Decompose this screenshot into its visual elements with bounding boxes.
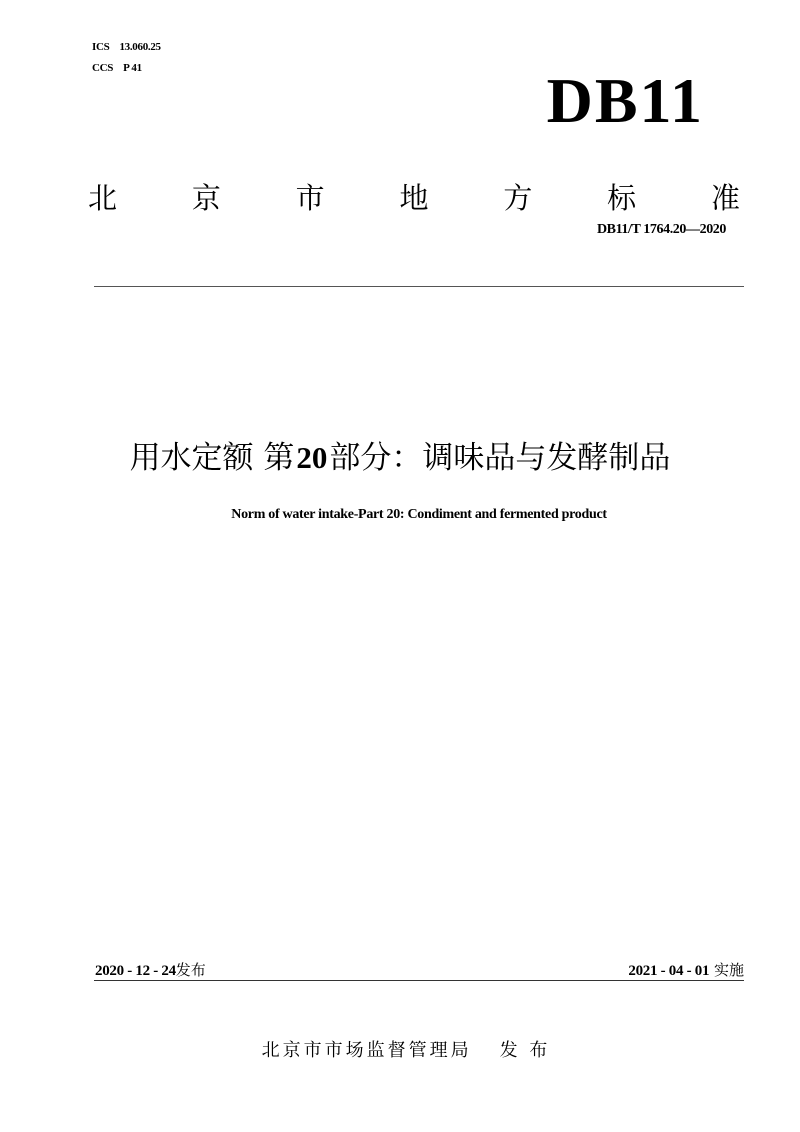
ics-code: 13.060.25	[119, 41, 161, 53]
title-cn-prefix: 用水定额 第	[129, 440, 295, 476]
issue-label: 发布	[175, 961, 206, 979]
document-title-en: Norm of water intake-Part 20: Condiment and fermented product	[231, 507, 607, 522]
standard-type-char: 北	[88, 181, 118, 215]
ccs-label: CCS	[92, 62, 114, 74]
standard-type-char: 市	[295, 181, 325, 215]
ics-classification	[92, 41, 161, 53]
standard-mark: DB11	[546, 65, 704, 136]
publisher-name: 北京市市场监督管理局	[261, 1040, 472, 1061]
ics-label: ICS	[92, 41, 110, 53]
implementation-date: 2021 - 04 - 01	[628, 963, 710, 979]
standard-type-char: 方	[503, 181, 533, 215]
standard-type-char: 地	[399, 181, 429, 215]
title-cn-part-number: 20	[296, 440, 328, 475]
implementation-date-line	[628, 959, 744, 982]
ccs-classification	[92, 62, 142, 74]
issue-date: 2020 - 12 - 24	[95, 963, 176, 979]
footer-divider	[94, 980, 744, 981]
publisher-line	[0, 1036, 800, 1062]
issue-date-line	[95, 959, 206, 982]
title-cn-suffix: 部分：调味品与发酵制品	[329, 440, 671, 476]
standard-type-char: 准	[710, 181, 740, 215]
document-title-cn	[0, 436, 800, 480]
implementation-label: 实施	[713, 961, 744, 979]
publisher-action: 发 布	[499, 1040, 551, 1061]
standard-type	[88, 178, 740, 218]
standard-number: DB11/T 1764.20—2020	[596, 222, 726, 237]
standard-type-char: 京	[191, 181, 221, 215]
standard-type-char: 标	[607, 181, 637, 215]
header-divider	[94, 286, 744, 287]
ccs-code: P 41	[123, 62, 142, 74]
